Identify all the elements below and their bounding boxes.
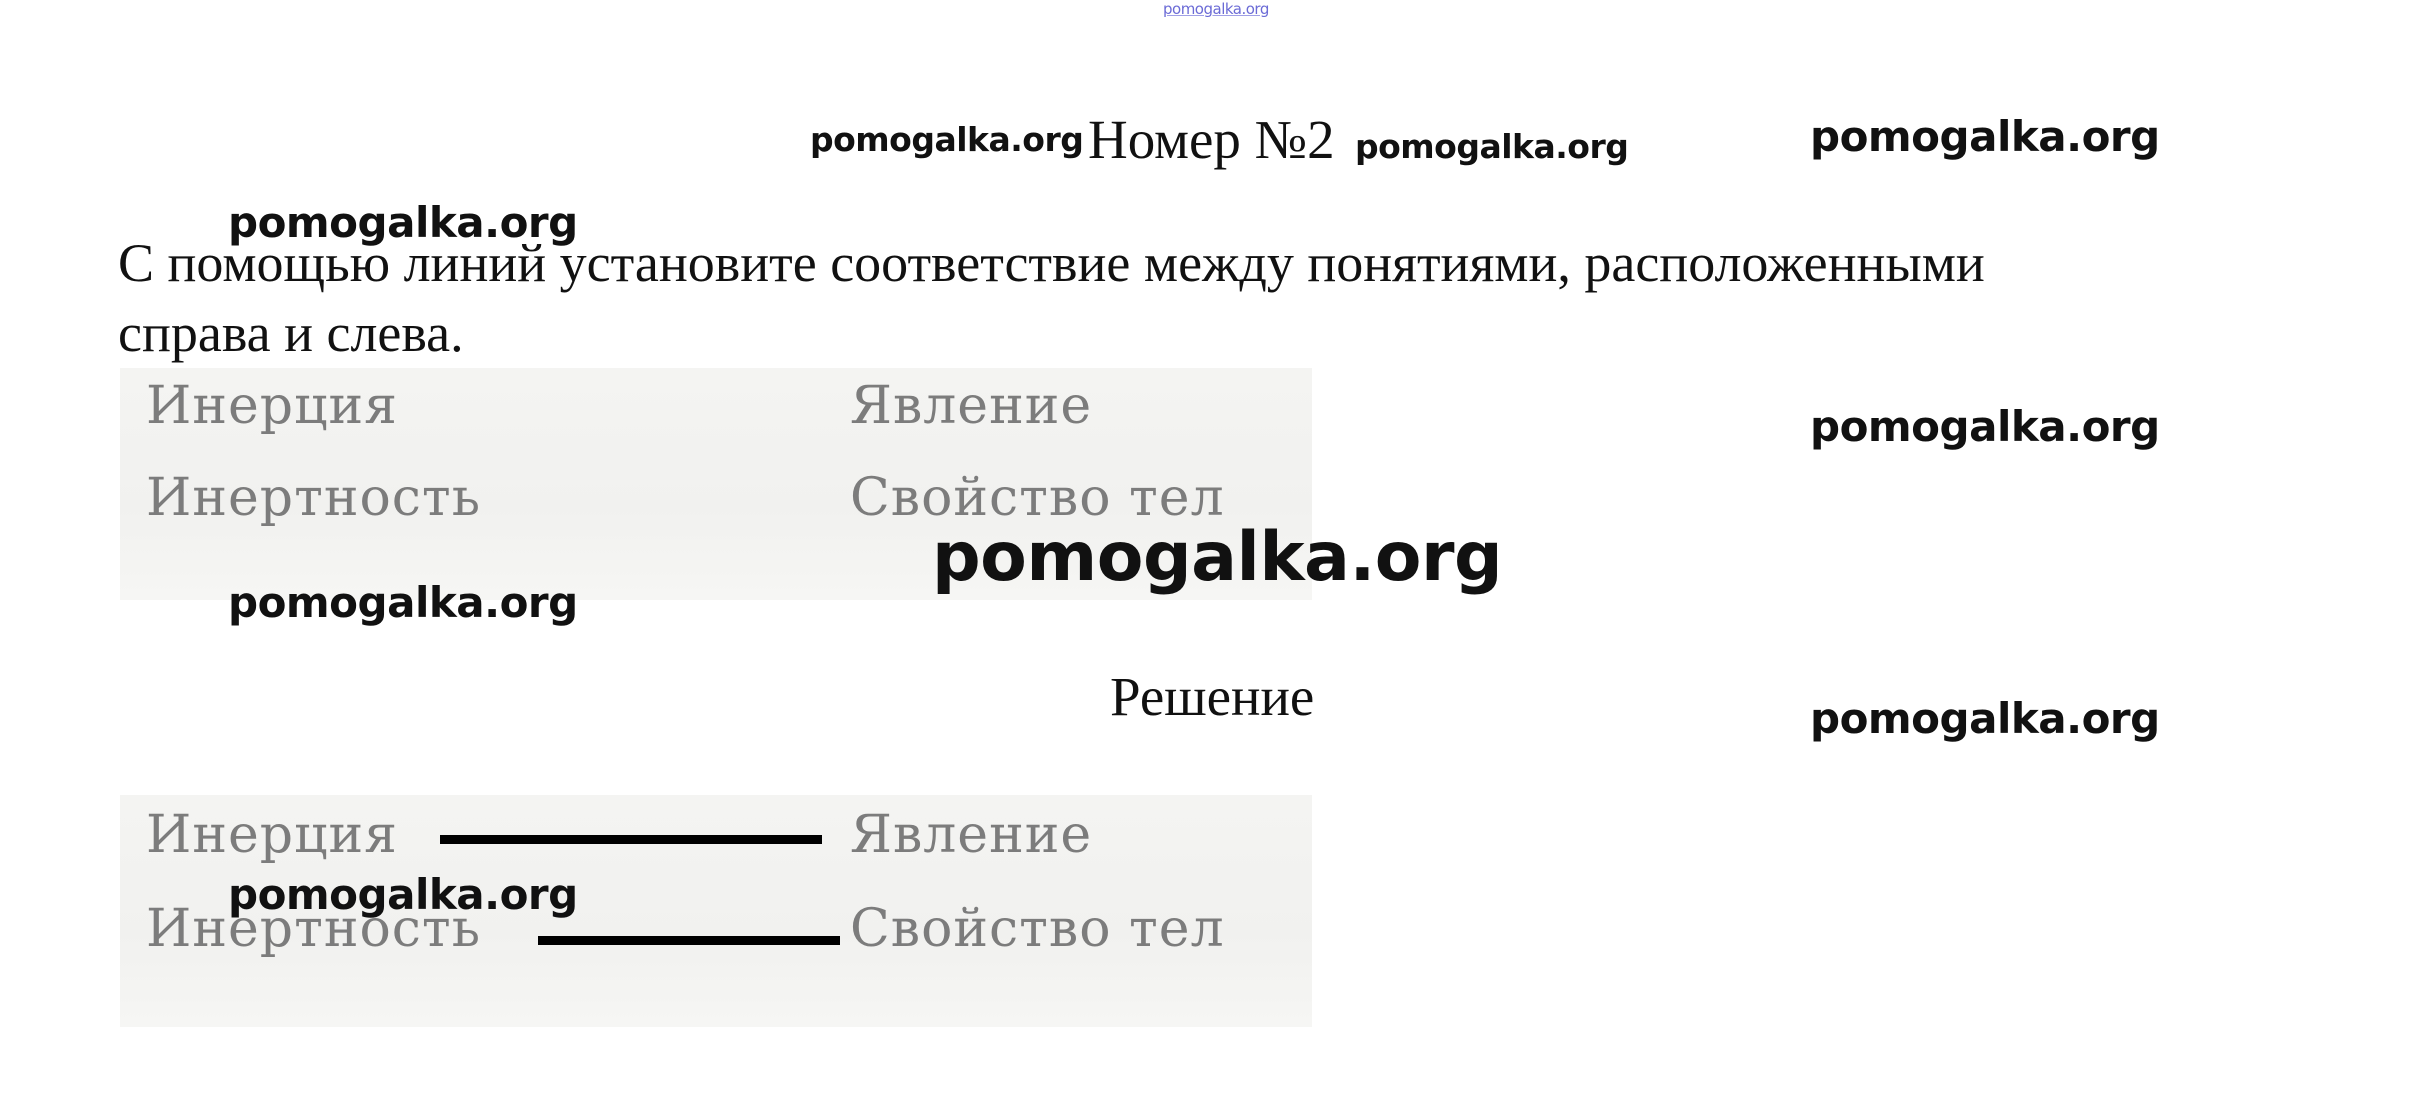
watermark-header-left: pomogalka.org [810,120,1084,159]
match-line-2 [538,936,840,945]
watermark-header-far-right: pomogalka.org [1810,112,2160,161]
task-text-line-2: справа и слева. [118,303,464,363]
watermark-left-1: pomogalka.org [228,578,578,627]
page-title: Номер №2 [1088,109,1335,170]
solution-right-term-1: Явление [850,805,1093,865]
watermark-right-2: pomogalka.org [1810,694,2160,743]
watermark-top-small: pomogalka.org [1163,0,1269,18]
exercise-left-term-2: Инертность [146,468,481,528]
exercise-left-term-1: Инерция [146,376,398,436]
exercise-right-term-2: Свойство тел [850,468,1225,528]
solution-left-term-2: Инертность [146,899,481,959]
watermark-center-large: pomogalka.org [932,518,1503,597]
solution-left-term-1: Инерция [146,805,398,865]
solution-right-term-2: Свойство тел [850,899,1225,959]
watermark-header-right: pomogalka.org [1355,127,1629,166]
watermark-over-task: pomogalka.org [228,198,578,247]
watermark-right-1: pomogalka.org [1810,402,2160,451]
match-line-1 [440,835,822,844]
watermark-left-2: pomogalka.org [228,870,578,919]
exercise-right-term-1: Явление [850,376,1093,436]
task-text-line-1: С помощью линий установите соответствие между понятиями, расположенными [118,233,1985,293]
solution-title: Решение [1110,666,1315,727]
